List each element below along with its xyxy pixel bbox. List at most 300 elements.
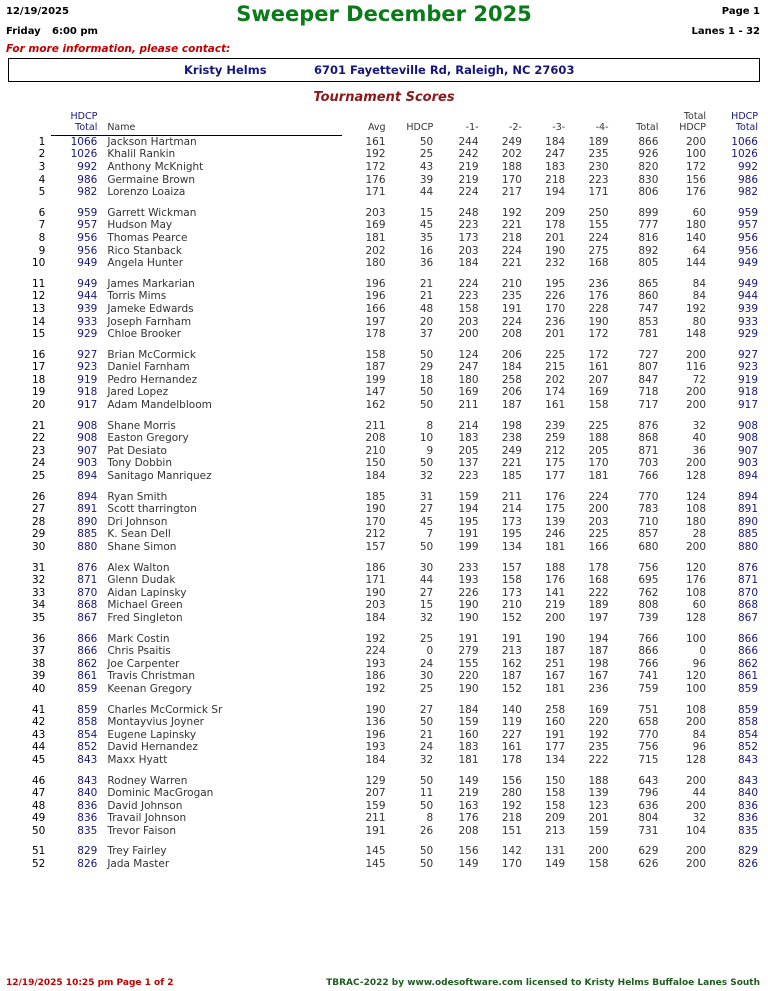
cell-g4: 275 — [588, 244, 609, 257]
cell-hdcp-total: 982 — [77, 186, 98, 199]
cell-avg: 159 — [365, 799, 386, 812]
cell-g1: 158 — [458, 302, 479, 315]
spacer-cell — [8, 624, 760, 632]
cell-rank: 45 — [31, 753, 46, 766]
cell-hdcp: 43 — [419, 160, 434, 173]
table-row — [8, 683, 760, 696]
cell-g3: 150 — [545, 774, 566, 787]
footer-right-text: TBRAC-2022 by www.odesoftware.com licensed to Kristy Helms Buffaloe Lanes South — [326, 978, 760, 988]
cell-g4: 200 — [588, 845, 609, 858]
cell-hdcp: 50 — [419, 774, 434, 787]
cell-hdcp-total2: 867 — [737, 611, 758, 624]
cell-total: 926 — [638, 148, 659, 161]
cell-name: Shane Morris — [107, 419, 176, 432]
cell-hdcp: 24 — [419, 657, 434, 670]
cell-avg: 190 — [365, 586, 386, 599]
cell-g2: 213 — [501, 645, 522, 658]
cell-g3: 160 — [545, 716, 566, 729]
cell-g2: 170 — [501, 858, 522, 871]
cell-g2: 224 — [501, 244, 522, 257]
cell-g3: 200 — [545, 611, 566, 624]
cell-g3: 215 — [545, 361, 566, 374]
cell-hdcp-total: 876 — [77, 561, 98, 574]
spacer-cell — [8, 269, 760, 277]
cell-hdcp-total: 866 — [77, 632, 98, 645]
cell-avg: 170 — [365, 515, 386, 528]
cell-name: Pat Desiato — [107, 444, 167, 457]
cell-g1: 223 — [458, 290, 479, 303]
col-total-l1 — [613, 111, 663, 122]
cell-rank: 51 — [31, 845, 46, 858]
cell-rank: 34 — [31, 599, 46, 612]
cell-avg: 202 — [365, 244, 386, 257]
cell-hdcp-total: 840 — [77, 787, 98, 800]
cell-hdcp: 50 — [419, 386, 434, 399]
cell-hdcp-total: 917 — [77, 399, 98, 412]
cell-g1: 124 — [458, 348, 479, 361]
cell-g3: 175 — [545, 457, 566, 470]
cell-g1: 195 — [458, 515, 479, 528]
cell-g4: 236 — [588, 682, 609, 695]
cell-g4: 167 — [588, 670, 609, 683]
cell-g4: 171 — [588, 186, 609, 199]
table-row — [8, 845, 760, 858]
lanes-range: Lanes 1 - 32 — [691, 26, 760, 37]
cell-hdcp-total: 927 — [77, 348, 98, 361]
cell-g1: 160 — [458, 728, 479, 741]
cell-hdcp-total2: 876 — [737, 561, 758, 574]
cell-g1: 279 — [458, 645, 479, 658]
cell-total-hdcp: 108 — [686, 703, 707, 716]
cell-hdcp-total2: 890 — [737, 515, 758, 528]
cell-avg: 181 — [365, 231, 386, 244]
cell-g3: 212 — [545, 444, 566, 457]
cell-hdcp-total: 923 — [77, 361, 98, 374]
cell-g2: 214 — [501, 503, 522, 516]
cell-g1: 190 — [458, 611, 479, 624]
cell-total: 770 — [638, 490, 659, 503]
cell-name: Lorenzo Loaiza — [107, 186, 186, 199]
cell-total-hdcp: 108 — [686, 586, 707, 599]
cell-g4: 225 — [588, 419, 609, 432]
cell-g2: 217 — [501, 186, 522, 199]
cell-hdcp-total: 859 — [77, 703, 98, 716]
cell-g3: 190 — [545, 244, 566, 257]
cell-g1: 184 — [458, 703, 479, 716]
cell-g3: 201 — [545, 328, 566, 341]
cell-avg: 178 — [365, 328, 386, 341]
cell-rank: 33 — [31, 586, 46, 599]
cell-g2: 235 — [501, 290, 522, 303]
header-row-line2 — [8, 122, 760, 133]
cell-g3: 141 — [545, 586, 566, 599]
table-row — [8, 136, 760, 149]
cell-total: 636 — [638, 799, 659, 812]
cell-g4: 192 — [588, 728, 609, 741]
cell-name: Joe Carpenter — [107, 657, 180, 670]
cell-name: Chris Psaitis — [107, 645, 171, 658]
cell-hdcp-total2: 870 — [737, 586, 758, 599]
cell-g3: 247 — [545, 148, 566, 161]
table-row — [8, 445, 760, 458]
col-hdcp-total-l1: HDCP — [70, 111, 98, 122]
scores-table-head — [8, 111, 760, 136]
cell-hdcp: 50 — [419, 135, 434, 148]
cell-total-hdcp: 176 — [686, 186, 707, 199]
cell-rank: 13 — [31, 302, 46, 315]
cell-hdcp-total: 929 — [77, 328, 98, 341]
cell-g3: 161 — [545, 399, 566, 412]
cell-hdcp: 26 — [419, 824, 434, 837]
cell-rank: 21 — [31, 419, 46, 432]
cell-g3: 139 — [545, 515, 566, 528]
table-row — [8, 361, 760, 374]
cell-total-hdcp: 128 — [686, 753, 707, 766]
table-row — [8, 206, 760, 219]
cell-total: 766 — [638, 470, 659, 483]
cell-g3: 225 — [545, 348, 566, 361]
cell-total: 658 — [638, 716, 659, 729]
cell-g1: 181 — [458, 753, 479, 766]
col-rank-l1 — [8, 111, 51, 122]
table-row — [8, 541, 760, 554]
cell-g4: 139 — [588, 787, 609, 800]
cell-g4: 198 — [588, 657, 609, 670]
cell-rank: 52 — [31, 858, 46, 871]
cell-g3: 194 — [545, 186, 566, 199]
cell-hdcp-total: 843 — [77, 753, 98, 766]
cell-hdcp-total2: 861 — [737, 670, 758, 683]
cell-g1: 203 — [458, 244, 479, 257]
cell-g3: 195 — [545, 277, 566, 290]
cell-name: Mark Costin — [107, 632, 170, 645]
cell-avg: 211 — [365, 812, 386, 825]
cell-g3: 187 — [545, 645, 566, 658]
spacer-cell — [8, 340, 760, 348]
cell-name: David Hernandez — [107, 741, 198, 754]
table-row — [8, 244, 760, 257]
cell-total-hdcp: 84 — [692, 728, 707, 741]
cell-g1: 248 — [458, 206, 479, 219]
cell-name: Keenan Gregory — [107, 682, 192, 695]
cell-total-hdcp: 80 — [692, 315, 707, 328]
table-row — [8, 315, 760, 328]
table-row-spacer — [8, 340, 760, 348]
cell-hdcp: 27 — [419, 503, 434, 516]
table-row — [8, 348, 760, 361]
cell-avg: 190 — [365, 503, 386, 516]
cell-avg: 193 — [365, 657, 386, 670]
table-row — [8, 277, 760, 290]
table-row — [8, 657, 760, 670]
cell-g3: 176 — [545, 490, 566, 503]
cell-hdcp-total: 835 — [77, 824, 98, 837]
cell-total: 796 — [638, 787, 659, 800]
cell-hdcp: 50 — [419, 457, 434, 470]
cell-hdcp-total2: 917 — [737, 399, 758, 412]
cell-hdcp: 50 — [419, 845, 434, 858]
cell-hdcp-total: 885 — [77, 528, 98, 541]
cell-name: Tony Dobbin — [107, 457, 172, 470]
cell-hdcp-total2: 859 — [737, 682, 758, 695]
cell-total: 876 — [638, 419, 659, 432]
cell-name: Chloe Brooker — [107, 328, 182, 341]
cell-total: 866 — [638, 135, 659, 148]
cell-hdcp-total: 908 — [77, 419, 98, 432]
cell-hdcp: 8 — [426, 419, 434, 432]
cell-avg: 210 — [365, 444, 386, 457]
cell-name: Charles McCormick Sr — [107, 703, 223, 716]
cell-hdcp-total2: 1066 — [731, 135, 758, 148]
cell-hdcp: 30 — [419, 561, 434, 574]
cell-g3: 219 — [545, 599, 566, 612]
cell-g2: 170 — [501, 173, 522, 186]
table-row — [8, 774, 760, 787]
cell-g3: 174 — [545, 386, 566, 399]
cell-hdcp-total: 933 — [77, 315, 98, 328]
cell-hdcp: 32 — [419, 753, 434, 766]
table-row — [8, 587, 760, 600]
cell-g2: 206 — [501, 348, 522, 361]
cell-g1: 224 — [458, 277, 479, 290]
cell-avg: 136 — [365, 716, 386, 729]
cell-total: 643 — [638, 774, 659, 787]
event-day: Friday — [6, 26, 41, 37]
cell-g2: 157 — [501, 561, 522, 574]
cell-hdcp-total: 829 — [77, 845, 98, 858]
cell-rank: 10 — [31, 257, 46, 270]
cell-total-hdcp: 172 — [686, 160, 707, 173]
cell-total-hdcp: 180 — [686, 515, 707, 528]
cell-rank: 44 — [31, 741, 46, 754]
cell-total-hdcp: 100 — [686, 632, 707, 645]
cell-total: 871 — [638, 444, 659, 457]
cell-hdcp-total: 1066 — [70, 136, 98, 149]
cell-g1: 220 — [458, 670, 479, 683]
cell-hdcp-total2: 903 — [737, 457, 758, 470]
cell-total-hdcp: 60 — [692, 206, 707, 219]
cell-total-hdcp: 104 — [686, 824, 707, 837]
table-row — [8, 303, 760, 316]
cell-avg: 166 — [365, 302, 386, 315]
cell-g1: 173 — [458, 231, 479, 244]
cell-rank: 35 — [31, 611, 46, 624]
col-hdcp-l1 — [392, 111, 440, 122]
cell-avg: 184 — [365, 611, 386, 624]
cell-total: 892 — [638, 244, 659, 257]
cell-hdcp-total2: 885 — [737, 528, 758, 541]
cell-hdcp: 35 — [419, 231, 434, 244]
table-row — [8, 728, 760, 741]
cell-total-hdcp: 180 — [686, 219, 707, 232]
cell-hdcp: 50 — [419, 399, 434, 412]
cell-avg: 197 — [365, 315, 386, 328]
cell-g4: 235 — [588, 741, 609, 754]
cell-total: 865 — [638, 277, 659, 290]
cell-total-hdcp: 84 — [692, 277, 707, 290]
cell-g2: 249 — [501, 135, 522, 148]
cell-g4: 168 — [588, 257, 609, 270]
cell-avg: 193 — [365, 741, 386, 754]
cell-rank: 36 — [31, 632, 46, 645]
cell-g2: 198 — [501, 419, 522, 432]
cell-name: Travail Johnson — [107, 812, 187, 825]
table-row — [8, 419, 760, 432]
table-row-spacer — [8, 482, 760, 490]
cell-hdcp-total2: 908 — [737, 432, 758, 445]
cell-avg: 147 — [365, 386, 386, 399]
cell-g1: 233 — [458, 561, 479, 574]
cell-avg: 158 — [365, 348, 386, 361]
spacer-cell — [8, 837, 760, 845]
cell-g4: 188 — [588, 432, 609, 445]
table-row — [8, 186, 760, 199]
cell-name: Sanitago Manriquez — [107, 470, 212, 483]
cell-g3: 177 — [545, 741, 566, 754]
cell-hdcp: 0 — [426, 645, 434, 658]
cell-rank: 23 — [31, 444, 46, 457]
cell-total: 717 — [638, 399, 659, 412]
cell-rank: 48 — [31, 799, 46, 812]
cell-hdcp-total2: 957 — [737, 219, 758, 232]
cell-total-hdcp: 120 — [686, 670, 707, 683]
cell-hdcp-total2: 929 — [737, 328, 758, 341]
cell-g3: 202 — [545, 373, 566, 386]
cell-g4: 178 — [588, 561, 609, 574]
cell-total-hdcp: 200 — [686, 457, 707, 470]
cell-g4: 230 — [588, 160, 609, 173]
cell-g4: 222 — [588, 753, 609, 766]
cell-hdcp-total2: 826 — [737, 858, 758, 871]
cell-g4: 159 — [588, 824, 609, 837]
col-avg-l1 — [342, 111, 392, 122]
cell-hdcp-total: 836 — [77, 799, 98, 812]
cell-total-hdcp: 32 — [692, 812, 707, 825]
cell-rank: 2 — [38, 148, 46, 161]
cell-name: Fred Singleton — [107, 611, 183, 624]
cell-hdcp-total2: 868 — [737, 599, 758, 612]
cell-total: 857 — [638, 528, 659, 541]
cell-hdcp-total2: 956 — [737, 231, 758, 244]
cell-total-hdcp: 144 — [686, 257, 707, 270]
cell-hdcp-total2: 939 — [737, 302, 758, 315]
cell-total: 783 — [638, 503, 659, 516]
table-row — [8, 457, 760, 470]
cell-hdcp-total2: 986 — [737, 173, 758, 186]
cell-g3: 259 — [545, 432, 566, 445]
cell-rank: 12 — [31, 290, 46, 303]
cell-name: Scott tharrington — [107, 503, 197, 516]
cell-total-hdcp: 156 — [686, 173, 707, 186]
col-name: Name — [107, 122, 136, 133]
cell-total: 727 — [638, 348, 659, 361]
spacer-cell — [8, 482, 760, 490]
table-row — [8, 632, 760, 645]
table-row-spacer — [8, 198, 760, 206]
cell-hdcp-total: 852 — [77, 741, 98, 754]
cell-name: Eugene Lapinsky — [107, 728, 197, 741]
cell-g1: 200 — [458, 328, 479, 341]
cell-avg: 180 — [365, 257, 386, 270]
cell-hdcp-total2: 852 — [737, 741, 758, 754]
cell-hdcp-total: 890 — [77, 515, 98, 528]
cell-hdcp-total2: 908 — [737, 419, 758, 432]
table-row — [8, 528, 760, 541]
cell-g1: 203 — [458, 315, 479, 328]
cell-hdcp: 15 — [419, 206, 434, 219]
cell-hdcp: 30 — [419, 670, 434, 683]
cell-g2: 162 — [501, 657, 522, 670]
cell-name: Travis Christman — [107, 670, 196, 683]
col-game-3: -3- — [552, 122, 566, 133]
cell-rank: 9 — [38, 244, 46, 257]
cell-name: Khalil Rankin — [107, 148, 176, 161]
cell-avg: 224 — [365, 645, 386, 658]
cell-avg: 203 — [365, 206, 386, 219]
cell-hdcp: 21 — [419, 728, 434, 741]
cell-g2: 208 — [501, 328, 522, 341]
cell-g1: 205 — [458, 444, 479, 457]
cell-name: K. Sean Dell — [107, 528, 171, 541]
cell-g2: 211 — [501, 490, 522, 503]
cell-total: 766 — [638, 657, 659, 670]
cell-hdcp-total2: 840 — [737, 787, 758, 800]
cell-g2: 206 — [501, 386, 522, 399]
cell-g4: 223 — [588, 173, 609, 186]
cell-hdcp-total2: 956 — [737, 244, 758, 257]
cell-hdcp: 27 — [419, 586, 434, 599]
footer-left-text: 12/19/2025 10:25 pm Page 1 of 2 — [6, 978, 174, 988]
cell-hdcp: 39 — [419, 173, 434, 186]
col-hdcp: HDCP — [406, 122, 434, 133]
col-game-4: -4- — [595, 122, 609, 133]
cell-g2: 161 — [501, 741, 522, 754]
cell-hdcp: 37 — [419, 328, 434, 341]
cell-total-hdcp: 64 — [692, 244, 707, 257]
cell-rank: 6 — [38, 206, 46, 219]
cell-hdcp-total: 956 — [77, 244, 98, 257]
cell-rank: 14 — [31, 315, 46, 328]
table-row — [8, 716, 760, 729]
cell-g2: 184 — [501, 361, 522, 374]
cell-g3: 175 — [545, 503, 566, 516]
cell-avg: 208 — [365, 432, 386, 445]
cell-g1: 223 — [458, 470, 479, 483]
cell-rank: 42 — [31, 716, 46, 729]
cell-g2: 173 — [501, 515, 522, 528]
cell-hdcp: 50 — [419, 348, 434, 361]
cell-rank: 1 — [38, 135, 46, 148]
cell-name: Torris Mims — [107, 290, 167, 303]
cell-total: 756 — [638, 561, 659, 574]
cell-avg: 192 — [365, 148, 386, 161]
cell-hdcp: 25 — [419, 148, 434, 161]
cell-total-hdcp: 128 — [686, 611, 707, 624]
cell-hdcp: 20 — [419, 315, 434, 328]
cell-g4: 189 — [588, 599, 609, 612]
cell-name: Easton Gregory — [107, 432, 189, 445]
cell-hdcp-total: 870 — [77, 586, 98, 599]
cell-g4: 203 — [588, 515, 609, 528]
cell-name: Germaine Brown — [107, 173, 196, 186]
cell-g3: 158 — [545, 799, 566, 812]
cell-hdcp: 50 — [419, 858, 434, 871]
cell-total: 718 — [638, 386, 659, 399]
cell-g4: 197 — [588, 611, 609, 624]
table-row — [8, 328, 760, 341]
cell-g2: 156 — [501, 774, 522, 787]
cell-g3: 209 — [545, 206, 566, 219]
